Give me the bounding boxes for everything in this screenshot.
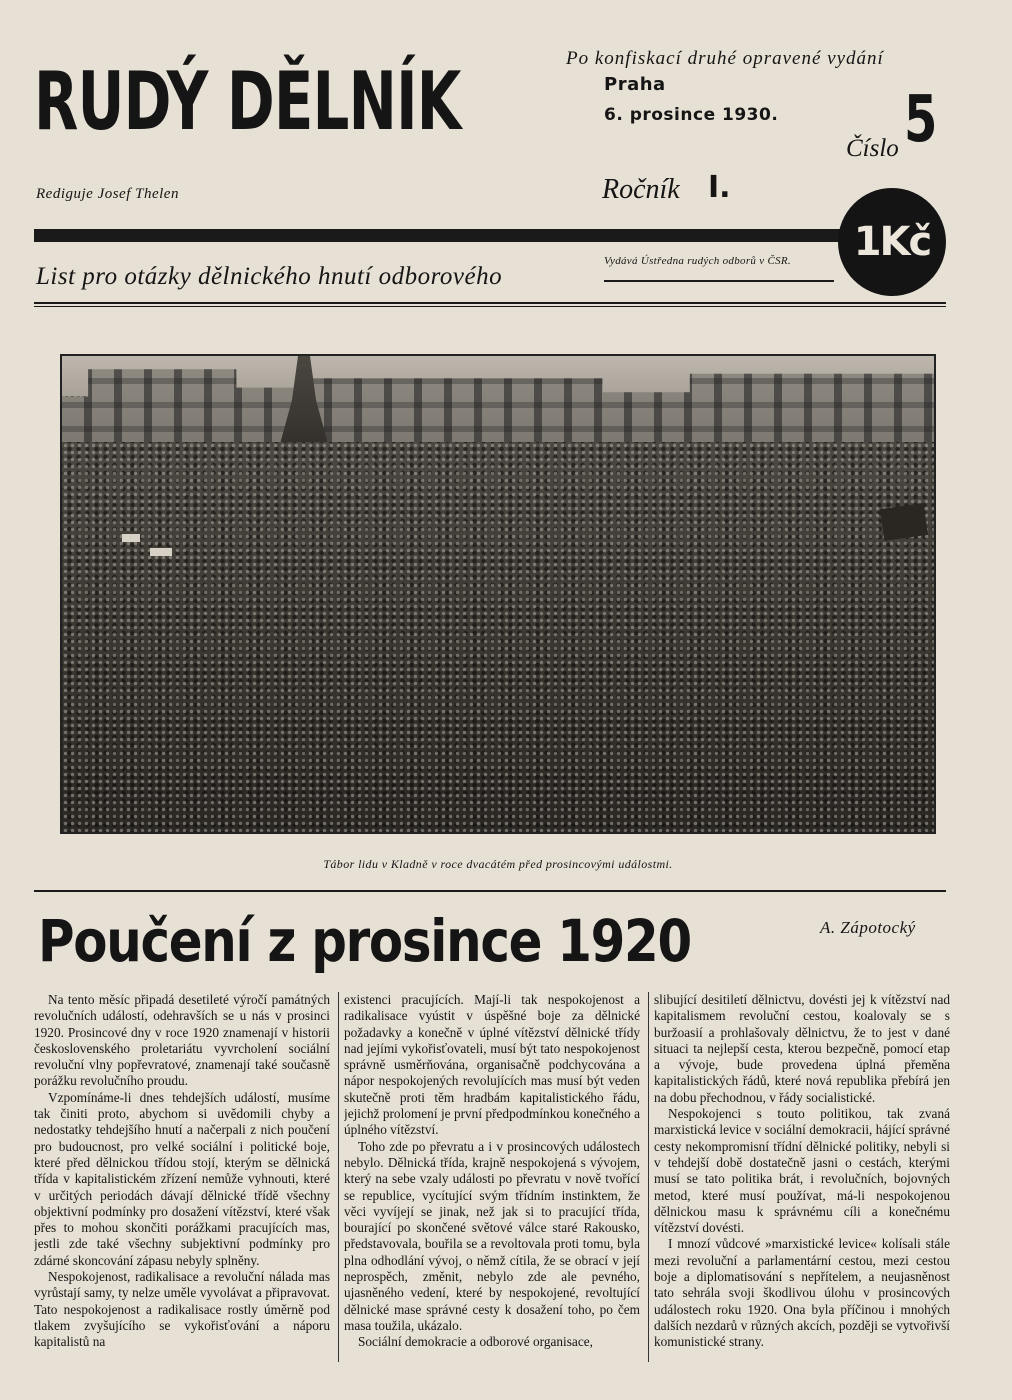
publisher-rule [604, 280, 834, 282]
volume-value: I. [708, 170, 731, 205]
paragraph: slibující desitiletí dělnictvu, dovésti jej k vítězství nad kapitalismem revoluční cestou, koalovaly se s buržoasií a prohlašovaly dělnictvu, že to jest v dané situaci ta nejlepší cesta, kterou bezpečně, pomocí etap a vývoje, bude provedena úplná přeměna kapitalistických řádů, které nová republika přebírá jen na dobu přechodnou, v řády socialistické. [654, 992, 950, 1105]
article-top-rule [34, 890, 946, 892]
confiscation-note: Po konfiskací druhé opravené vydání [566, 48, 884, 69]
article-author: A. Zápotocký [820, 918, 916, 937]
masthead-rule [34, 229, 842, 242]
paragraph: Vzpomínáme-li dnes tehdejších událostí, musíme tak činiti proto, abychom si uvědomili chyby a nedostatky tehdejšího hnutí a načerpali z nich poučení pro budoucnost, pro velké sociální i politické boje, které před dělnickou třídou stojí, kterým se dělnická třída v kapitalistickém zřízení nemůže vyhnouti, které v určitých periodách dávají dělnické třídě všechny objektivní podmínky pro dosažení vítězství, které však přes to mohou skončiti porážkami pracujících mas, jestli zde také všechny subjektivní podmínky pro zdárné skoncování zápasu nebyly splněny. [34, 1089, 330, 1268]
photo-sign [150, 548, 172, 556]
city: Praha [604, 74, 666, 95]
paragraph: existenci pracujících. Mají-li tak nespokojenost a radikalisace vyústit v úspěšné boje za dělnické požadavky a konečně v úplné vítězství dělnické třídy nad jejími vykořisťovateli, musí být tato nespokojenost správně usměrňována, organisačně podchycována a nápor nespokojených revolujících mas musí být veden skutečně proti těm hradbám kapitalistického řádu, jejichž prolomení je první předpodmínkou konečného a úplného vítězství. [344, 992, 640, 1138]
paragraph: I mnozí vůdcové »marxistické levice« kolísali stále mezi revoluční a parlamentární cestou, mezi cestou boje a diplomatisování s nepřítelem, a neujasněnost tato sehrála svoji škodlivou úlohu v prosincových událostech roku 1920. Ona byla příčinou i mnohých dalších nezdarů v různých akcích, později se vytvořivší komunistické strany. [654, 1236, 950, 1350]
article-headline: Poučení z prosince 1920 [38, 907, 691, 975]
article-column-1 [34, 992, 330, 1364]
paragraph: Nespokojenci s touto politikou, tak zvaná marxistická levice v sociální demokracii, hájící správné cesty nekompromisní třídní dělnické politiky, nebyli si v tehdejší době dostatečně jasni o cestách, kterými musí se tato politika brát, i revolučních, bojovných metod, které musí používat, má-li nespokojenou dělnickou masu k správnému cíli a konečnému vítězství dovésti. [654, 1106, 950, 1236]
masthead-title: RUDÝ DĚLNÍK [34, 55, 461, 148]
article-column-2 [344, 992, 640, 1364]
column-divider [648, 992, 649, 1362]
paragraph: Toho zde po převratu a i v prosincových událostech nebylo. Dělnická třída, krajně nespokojená s vývojem, který na sebe vzaly události po převratu v nově tvořící se republice, vycítující svým třídním instinktem, že věci vyvíjejí se jinak, než jak si to pracující třída, bourající po skončené světové válce staré Rakousko, představovala, bouřila se a revoltovala proti tomu, byla plna odhodlání vývoj, o němž cítila, že se obrací v její neprospěch, změnit, nebylo zde ale pevného, ujasněného vedení, které by nespokojené, revoltující dělnické mase správné cesty k dosažení toho, po čem masa toužila, ukázalo. [344, 1138, 640, 1333]
issue-label: Číslo [846, 135, 899, 162]
photo-sign [122, 534, 140, 542]
paragraph: Na tento měsíc připadá desetileté výročí památných revolučních událostí, odehravších se u nás v prosinci 1920. Prosincové dny v roce 1920 znamenají v historii československého proletariátu vyvrcholení sociální revoluční vlny popřevratové, znamenají také současně porážku revolučního proudu. [34, 992, 330, 1089]
editor-credit: Rediguje Josef Thelen [36, 186, 179, 202]
paragraph: Nespokojenost, radikalisace a revoluční nálada mas vyrůstají samy, ty nelze uměle vyvolávat a připravovat. Tato nespokojenost a radikalisace rostly úměrně pod tlakem zvyšujícího se vykořisťování a náporu kapitalistů na [34, 1269, 330, 1350]
photo-caption: Tábor lidu v Kladně v roce dvacátém před prosincovými událostmi. [323, 857, 673, 871]
header-bottom-rule [34, 302, 946, 304]
publisher-note: Vydává Ústředna rudých odborů v ČSR. [604, 255, 791, 267]
photo-crowd [62, 442, 934, 834]
price-badge: 1Kč [838, 188, 946, 296]
masthead-subtitle: List pro otázky dělnického hnutí odborového [36, 263, 503, 290]
header-bottom-rule-secondary [34, 306, 946, 307]
column-divider [338, 992, 339, 1362]
volume-label: Ročník [602, 174, 680, 205]
article-column-3 [654, 992, 950, 1364]
photo-banner [880, 503, 928, 541]
paragraph: Sociální demokracie a odborové organisace, [358, 1334, 593, 1350]
crowd-photo [60, 354, 936, 834]
issue-number: 5 [904, 83, 938, 157]
issue-date: 6. prosince 1930. [604, 105, 779, 125]
